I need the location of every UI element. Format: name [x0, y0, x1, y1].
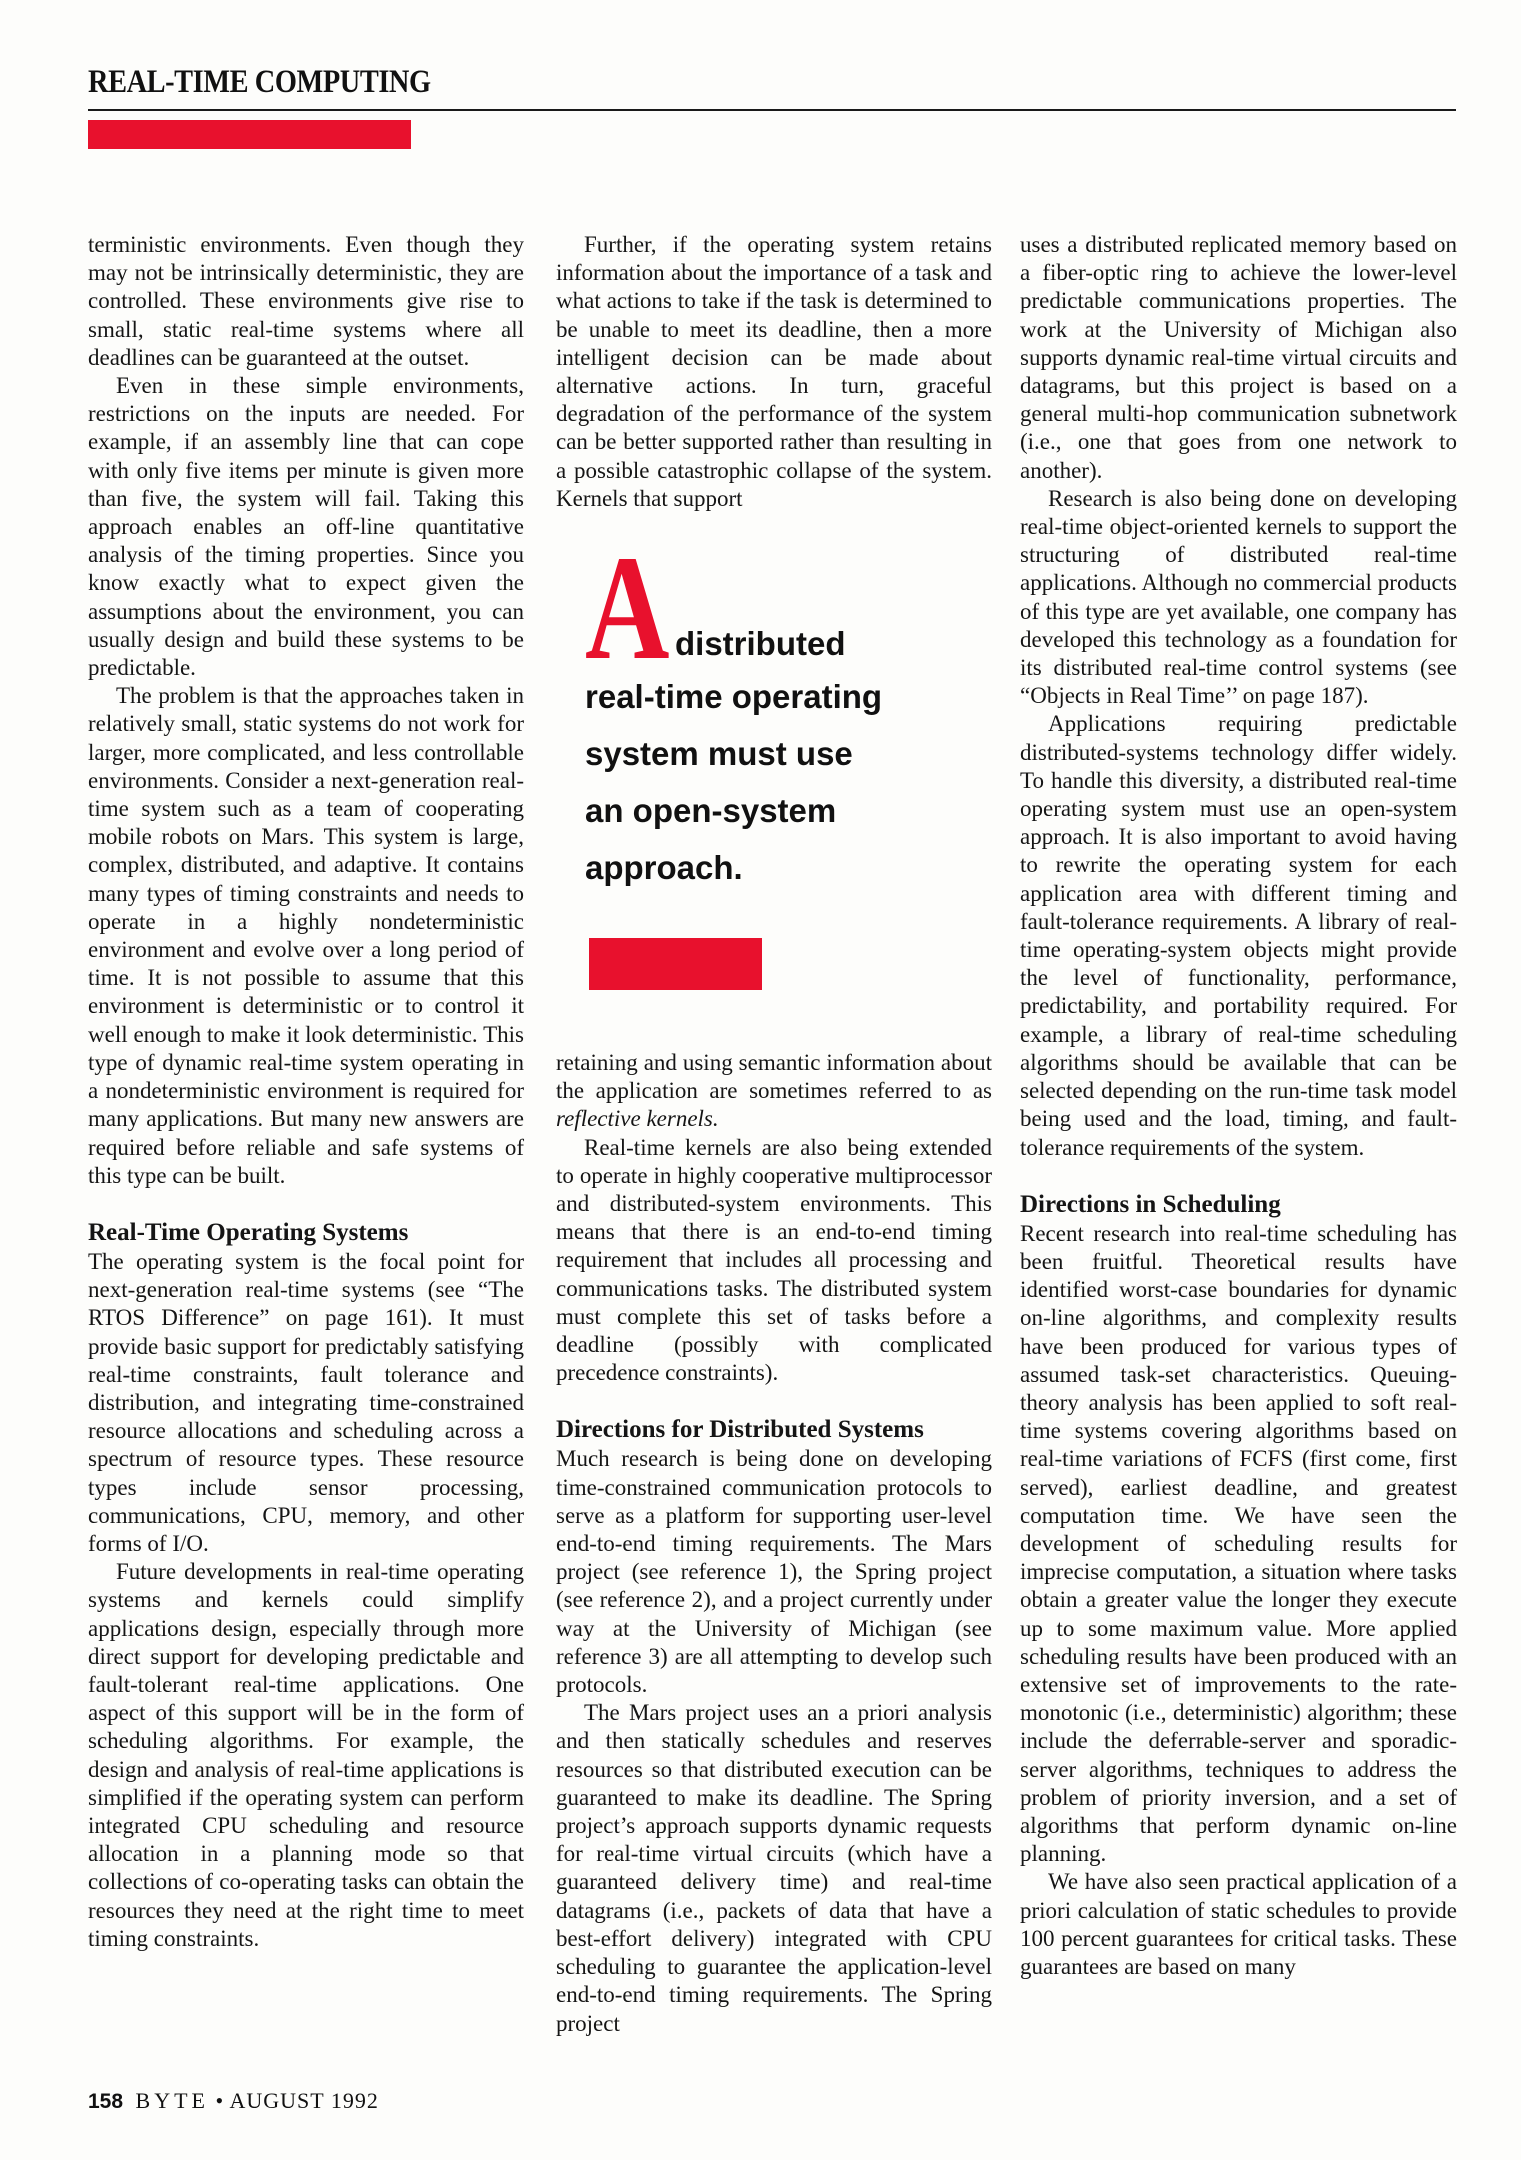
pull-quote-line-4: an open-system	[585, 792, 837, 829]
pull-quote	[585, 525, 955, 896]
reflective-kernels-term: reflective kernels.	[556, 1106, 719, 1132]
col2-paragraph-4: Much research is being done on developing time-constrained communication protocols to serve as a platform for supporting user-level end-to-end timing requirements. The Mars project (see reference 1), the Spring project (see reference 2), and a project currently under way at the University of Michigan (see reference 3) are all attempting to develop such protocols.	[556, 1446, 992, 1698]
col3-paragraph-1: uses a distributed replicated memory based on a fiber-optic ring to achieve the lower-level predictable communications properties. The work at the University of Michigan also supports dynamic real-time virtual circuits and datagrams, but this project is based on a general multi-hop communication subnetwork (i.e., one that goes from one network to another).	[1020, 232, 1457, 483]
col3-paragraph-2: Research is also being done on developing real-time object-oriented kernels to support the structuring of distributed real-time applications. Although no commercial products of this type are yet available, one company has developed this technology as a foundation for its distributed real-time control systems (see “Objects in Real Time’’ on page 187).	[1020, 485, 1457, 709]
pull-quote-line-3: system must use	[585, 735, 853, 772]
pull-quote-line-1: distributed	[675, 625, 846, 662]
pull-quote-line-5: approach.	[585, 849, 743, 886]
column-3	[1020, 231, 1457, 1981]
col2-paragraph-3: Real-time kernels are also being extended to operate in highly cooperative multiprocessor and distributed-system environments. This means that there is an end-to-end timing requirement that includes all processing and communications tasks. The distributed system must complete this set of tasks before a deadline (possibly with complicated precedence constraints).	[556, 1134, 992, 1386]
footer-separator: •	[215, 2088, 225, 2113]
header-rule	[88, 109, 1456, 111]
header-accent-bar	[88, 120, 411, 149]
col1-paragraph-2: Even in these simple environments, restrictions on the inputs are needed. For example, if an assembly line that can cope with only five items per minute is given more than five, the system will fail. Taking this approach enables an off-line quantitative analysis of the timing properties. Since you know exactly what to expect given the assumptions about the environment, you can usually design and build these systems to be predictable.	[88, 373, 524, 681]
col3-paragraph-3: Applications requiring predictable distributed-systems technology differ widely. To handle this diversity, a distributed real-time operating system must use an open-system approach. It is also important to avoid having to rewrite the operating system for each application area with different timing and fault-tolerance requirements. A library of real-time operating-system objects might provide the level of functionality, performance, predictability, and portability required. For example, a library of real-time scheduling algorithms should be available that can be selected depending on the run-time task model being used and the load, timing, and fault-tolerance requirements of the system.	[1020, 711, 1457, 1160]
magazine-name: BYTE	[135, 2088, 209, 2113]
page-footer	[88, 2088, 379, 2114]
column-1	[88, 231, 524, 1953]
section-title: REAL-TIME COMPUTING	[88, 64, 431, 100]
pull-quote-accent-bar	[589, 938, 762, 990]
col2-paragraph-1: Further, if the operating system retains information about the importance of a task and what actions to take if the task is determined to be unable to meet its deadline, then a more intelligent decision can be made about alternative actions. In turn, graceful degradation of the performance of the system can be better supported rather than resulting in a possible catastrophic collapse of the system. Kernels that support	[556, 232, 992, 511]
col1-paragraph-5: Future developments in real-time operating systems and kernels could simplify applications design, especially through more direct support for developing predictable and fault-tolerant real-time applications. One aspect of this support will be in the form of scheduling algorithms. For example, the design and analysis of real-time applications is simplified if the operating system can perform integrated CPU scheduling and resource allocation in a planning mode so that collections of co-operating tasks can obtain the resources they need at the right time to meet timing constraints.	[88, 1559, 524, 1951]
column-2	[556, 231, 992, 513]
column-2-continued	[556, 1049, 992, 2038]
pull-quote-line-2: real-time operating	[585, 678, 883, 715]
col2-paragraph-2: retaining and using semantic information about the application are sometimes referred to as reflective kernels.	[556, 1050, 992, 1132]
heading-directions-in-scheduling: Directions in Scheduling	[1020, 1190, 1281, 1218]
col1-paragraph-4: The operating system is the focal point for next-generation real-time systems (see “The RTOS Difference” on page 161). It must provide basic support for predictably satisfying real-time constraints, fault tolerance and distribution, and integrating time-constrained resource allocations and scheduling across a spectrum of resource types. These resource types include sensor processing, communications, CPU, memory, and other forms of I/O.	[88, 1248, 524, 1556]
col1-paragraph-3: The problem is that the approaches taken in relatively small, static systems do not work for larger, more complicated, and less controllable environments. Consider a next-generation real-time system such as a team of cooperating mobile robots on Mars. This system is large, complex, distributed, and adaptive. It contains many types of timing constraints and needs to operate in a highly nondeterministic environment and evolve over a long period of time. It is not possible to assume that this environment is deterministic or to control it well enough to make it look deterministic. This type of dynamic real-time system operating in a nondeterministic environment is required for many applications. But many new answers are required before reliable and safe systems of this type can be built.	[88, 683, 524, 1188]
col3-paragraph-5: We have also seen practical application of a priori calculation of static schedules to provide 100 percent guarantees for critical tasks. These guarantees are based on many	[1020, 1869, 1457, 1979]
col2-paragraph-5: The Mars project uses an a priori analysis and then statically schedules and reserves resources so that distributed execution can be guaranteed to make its deadline. The Spring project’s approach supports dynamic requests for real-time virtual circuits (which have a guaranteed delivery time) and real-time datagrams (i.e., packets of data that have a best-effort delivery) integrated with CPU scheduling to guarantee the application-level end-to-end timing requirements. The Spring project	[556, 1700, 992, 2036]
page-number: 158	[88, 2090, 124, 2113]
issue-date: AUGUST 1992	[229, 2088, 379, 2113]
heading-directions-distributed-systems: Directions for Distributed Systems	[556, 1416, 924, 1444]
col3-paragraph-4: Recent research into real-time scheduling has been fruitful. Theoretical results have identified worst-case boundaries for dynamic on-line algorithms, and complexity results have been produced for various types of assumed task-set characteristics. Queuing-theory analysis has been applied to soft real-time systems covering algorithms based on real-time variations of FCFS (first come, first served), earliest deadline, and greatest computation time. We have seen the development of scheduling results for imprecise computation, a situation where tasks obtain a greater value the longer they execute up to some maximum value. More applied scheduling results have been produced with an extensive set of improvements to the rate-monotonic (i.e., deterministic) algorithm; these include the deferrable-server and sporadic-server algorithms, techniques to address the problem of priority inversion, and a set of algorithms that perform dynamic on-line planning.	[1020, 1220, 1457, 1867]
heading-real-time-operating-systems: Real-Time Operating Systems	[88, 1218, 409, 1246]
pull-quote-dropcap: A	[585, 525, 670, 691]
col1-paragraph-1: terministic environments. Even though they may not be intrinsically deterministic, they are controlled. These environments give rise to small, static real-time systems where all deadlines can be guaranteed at the outset.	[88, 232, 524, 370]
